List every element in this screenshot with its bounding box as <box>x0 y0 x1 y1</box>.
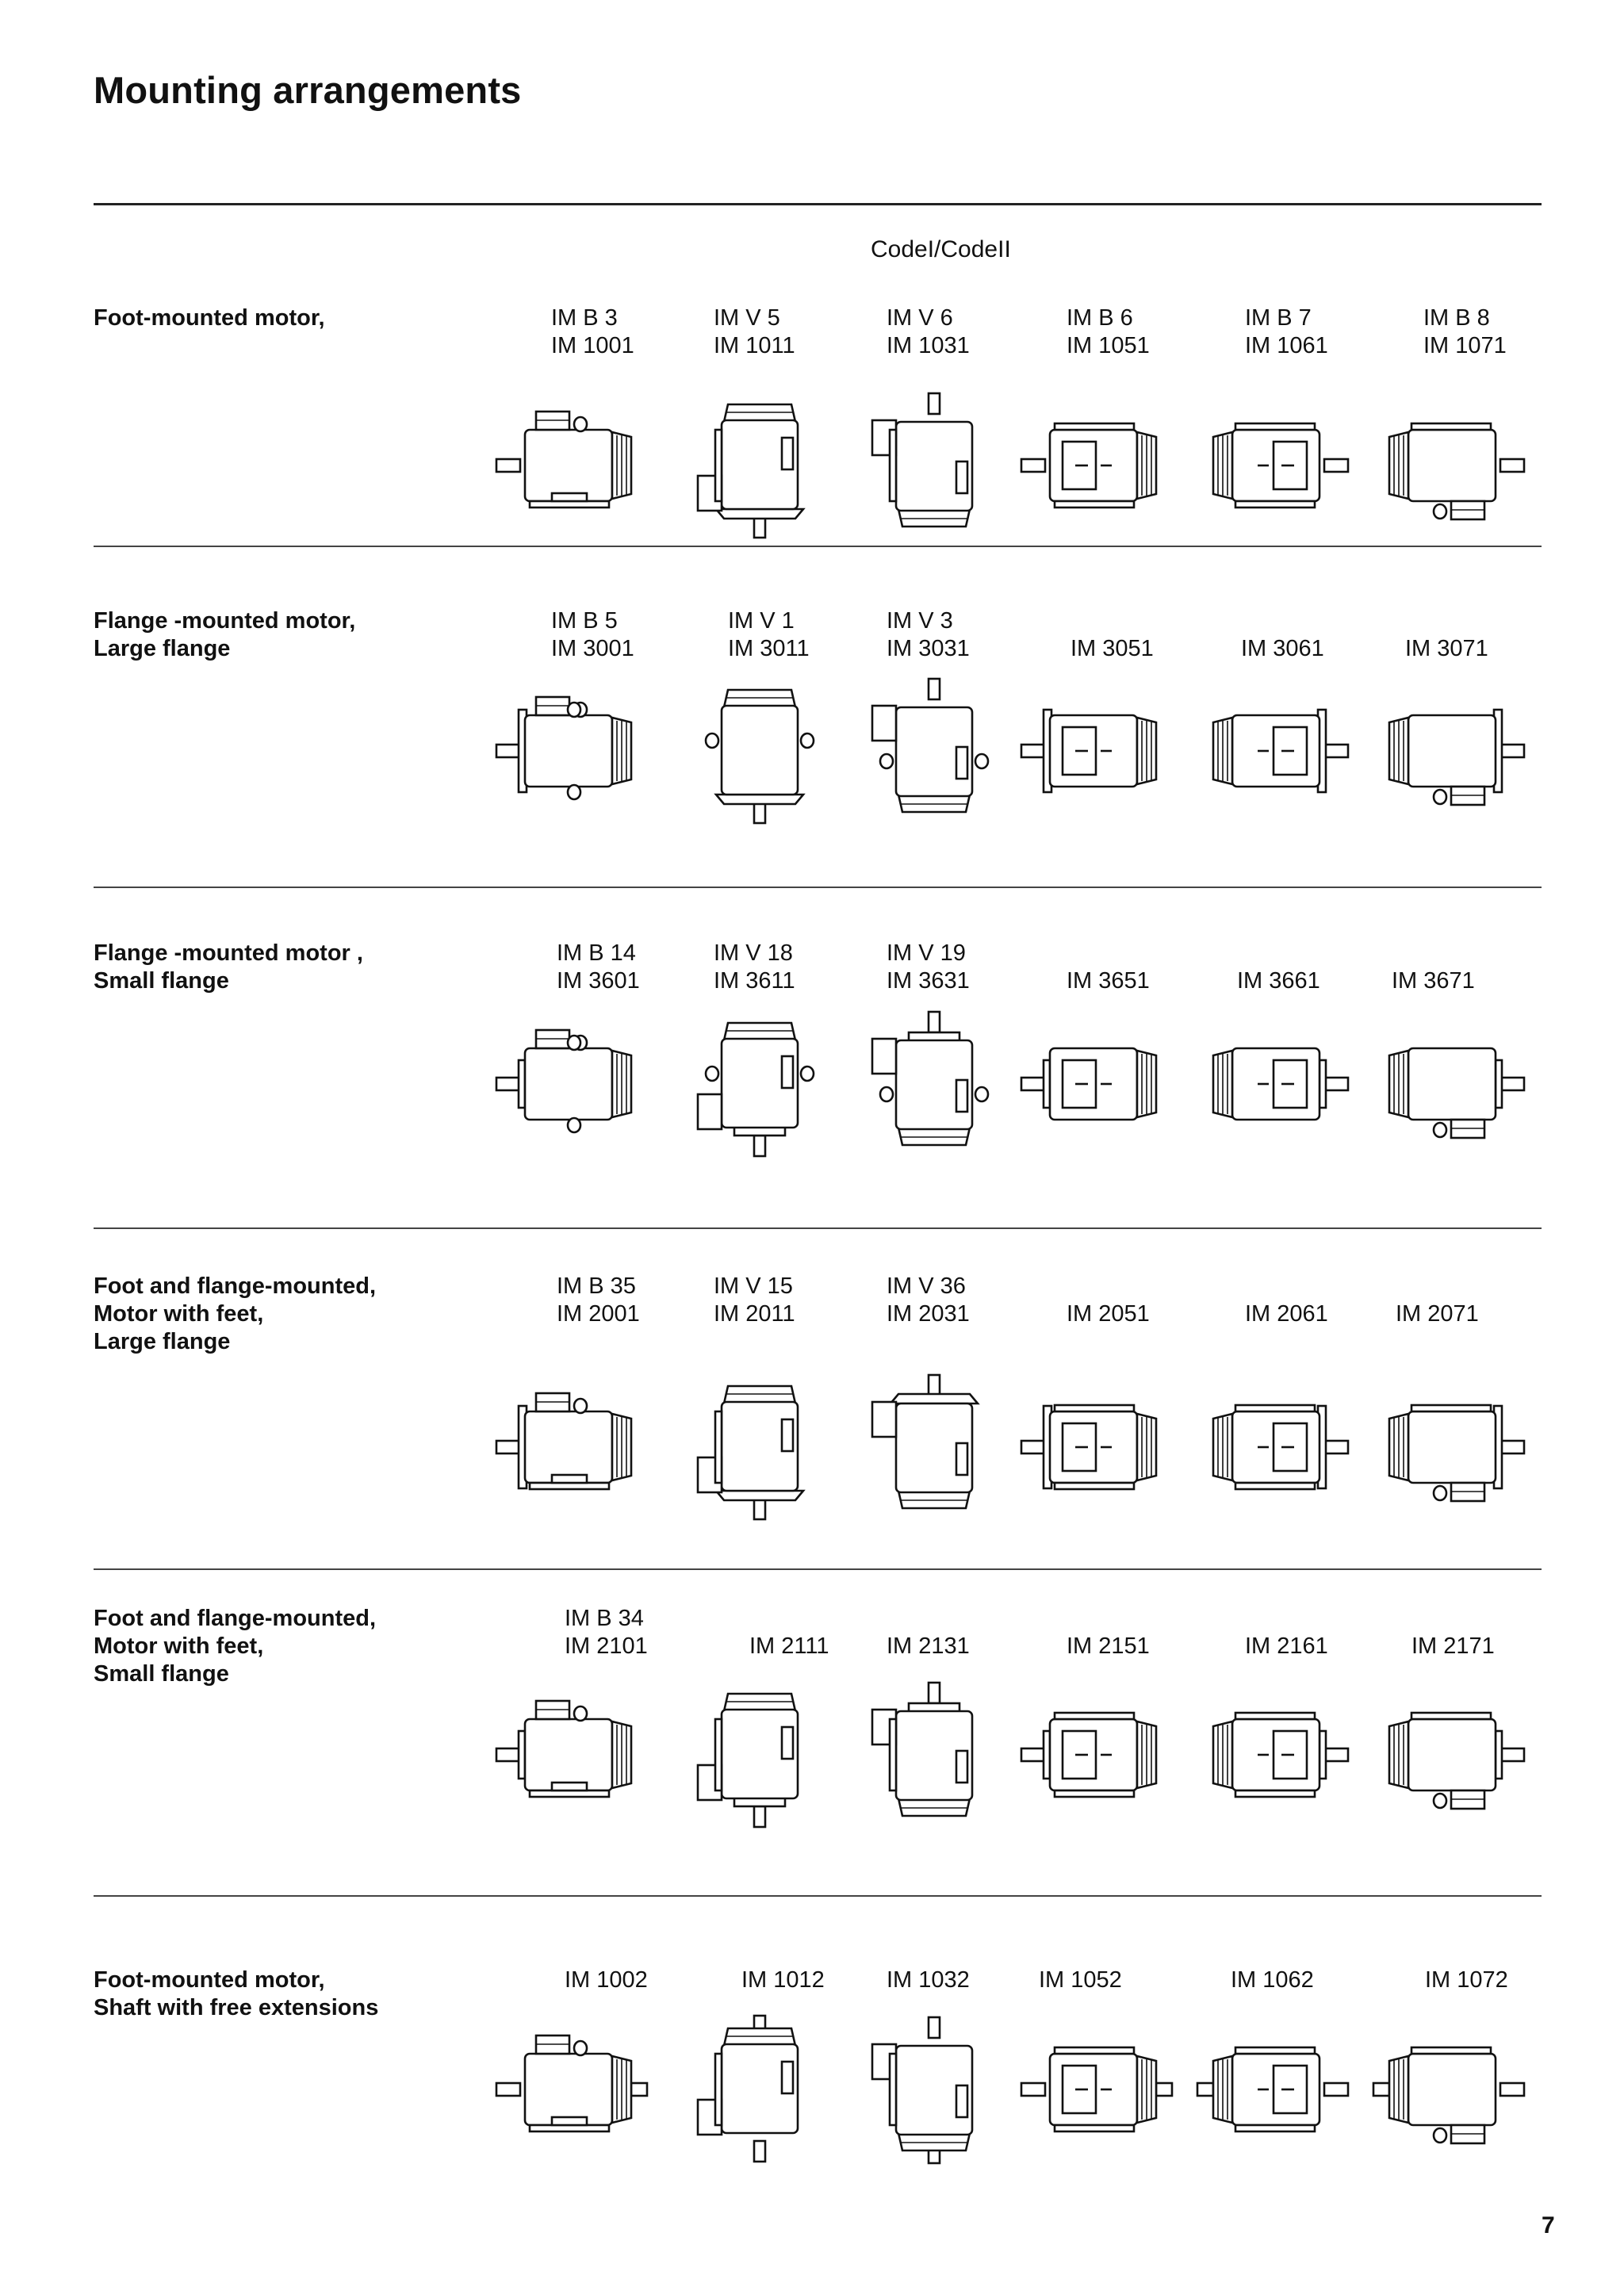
mounting-code <box>1039 1967 1122 1994</box>
code-im-number: IM 3661 <box>1237 968 1320 994</box>
header-rule <box>94 203 1542 205</box>
motor-drawing <box>1372 1372 1530 1522</box>
row-label-line: Large flange <box>94 1329 231 1354</box>
mounting-code <box>887 940 970 995</box>
code-im-designation: IM B 7 <box>1245 305 1312 331</box>
code-im-designation <box>1396 1273 1479 1300</box>
code-im-designation <box>1237 940 1320 967</box>
code-im-designation: IM V 15 <box>714 1273 793 1299</box>
motor-drawing <box>855 1679 1013 1830</box>
motor-drawing <box>490 1679 649 1830</box>
code-im-designation <box>1071 607 1154 635</box>
code-im-designation <box>1392 940 1475 967</box>
motor-drawing <box>1015 1372 1174 1522</box>
code-im-designation: IM B 14 <box>557 940 636 966</box>
code-im-number: IM 3011 <box>728 636 810 661</box>
code-im-number: IM 2151 <box>1067 1633 1150 1659</box>
mounting-code <box>551 607 634 663</box>
motor-diagram <box>1196 390 1354 541</box>
motor-drawing <box>1015 1009 1174 1159</box>
code-im-number: IM 1061 <box>1245 333 1328 358</box>
code-im-designation <box>1241 607 1324 635</box>
code-im-designation <box>1067 1273 1150 1300</box>
code-im-designation: IM B 8 <box>1423 305 1490 331</box>
code-im-number: IM 2161 <box>1245 1633 1328 1659</box>
code-im-number: IM 2031 <box>887 1301 970 1327</box>
code-im-number: IM 1052 <box>1039 1967 1122 1993</box>
motor-diagram <box>1196 1679 1354 1830</box>
motor-drawing <box>855 1372 1013 1522</box>
motor-drawing <box>1196 1372 1354 1522</box>
code-im-designation: IM V 6 <box>887 305 953 331</box>
motor-diagram <box>1196 2014 1354 2165</box>
motor-diagram <box>680 676 839 826</box>
code-im-number: IM 1011 <box>714 333 795 358</box>
motor-drawing <box>1372 1679 1530 1830</box>
motor-drawing <box>855 390 1013 541</box>
code-im-number: IM 2051 <box>1067 1301 1150 1327</box>
mounting-code <box>714 940 795 995</box>
motor-diagram <box>1372 1679 1530 1830</box>
mounting-code <box>565 1605 648 1660</box>
mounting-code <box>714 304 795 360</box>
code-im-designation: IM V 18 <box>714 940 793 966</box>
code-im-number: IM 1051 <box>1067 333 1150 358</box>
code-im-number: IM 2111 <box>749 1633 829 1659</box>
code-im-designation: IM V 19 <box>887 940 966 966</box>
mounting-code <box>887 607 970 663</box>
motor-drawing <box>490 390 649 541</box>
mounting-code <box>557 940 640 995</box>
row-label-line: Motor with feet, <box>94 1633 264 1659</box>
row-label-line: Small flange <box>94 1661 229 1687</box>
motor-diagram <box>1372 1009 1530 1159</box>
motor-drawing <box>1196 2014 1354 2165</box>
code-im-number: IM 2171 <box>1411 1633 1495 1659</box>
mounting-code <box>551 304 634 360</box>
motor-diagram <box>490 2014 649 2165</box>
mounting-code <box>1245 1273 1328 1328</box>
row-label-line: Shaft with free extensions <box>94 1995 379 2020</box>
motor-drawing <box>1196 1679 1354 1830</box>
motor-diagram <box>680 1009 839 1159</box>
mounting-code <box>1396 1273 1479 1328</box>
motor-diagram <box>1015 1009 1174 1159</box>
code-im-number: IM 3671 <box>1392 968 1475 994</box>
code-im-number: IM 3001 <box>551 636 634 661</box>
code-im-designation <box>887 1605 970 1633</box>
code-im-number: IM 2011 <box>714 1301 795 1327</box>
motor-drawing <box>1372 390 1530 541</box>
code-im-number: IM 1062 <box>1231 1967 1314 1993</box>
code-im-number: IM 1031 <box>887 333 970 358</box>
motor-diagram <box>680 1679 839 1830</box>
mounting-code <box>887 304 970 360</box>
row-divider <box>94 1568 1542 1570</box>
motor-drawing <box>490 1372 649 1522</box>
code-im-designation <box>1067 940 1150 967</box>
motor-drawing <box>680 2014 839 2165</box>
motor-drawing <box>680 1372 839 1522</box>
mounting-code <box>565 1967 648 1994</box>
row-label-line: Motor with feet, <box>94 1301 264 1327</box>
code-im-number: IM 3651 <box>1067 968 1150 994</box>
code-im-designation: IM B 35 <box>557 1273 636 1299</box>
row-label <box>94 304 325 332</box>
code-im-number: IM 1071 <box>1423 333 1507 358</box>
code-im-number: IM 2131 <box>887 1633 970 1659</box>
code-im-number: IM 3631 <box>887 968 970 994</box>
row-label-line: Large flange <box>94 636 231 661</box>
code-im-designation: IM V 5 <box>714 305 780 331</box>
code-im-number: IM 3601 <box>557 968 640 994</box>
code-im-number: IM 2071 <box>1396 1301 1479 1327</box>
motor-diagram <box>680 390 839 541</box>
mounting-code <box>1067 1273 1150 1328</box>
motor-drawing <box>855 676 1013 826</box>
code-im-designation: IM V 36 <box>887 1273 966 1299</box>
motor-diagram <box>1015 390 1174 541</box>
row-label <box>94 607 355 663</box>
mounting-code <box>741 1967 825 1994</box>
motor-diagram <box>855 2014 1013 2165</box>
motor-diagram <box>1015 1372 1174 1522</box>
code-im-number: IM 2061 <box>1245 1301 1328 1327</box>
motor-drawing <box>1196 1009 1354 1159</box>
row-label <box>94 1605 376 1688</box>
code-im-designation: IM V 1 <box>728 608 795 634</box>
row-divider <box>94 887 1542 888</box>
code-im-designation <box>1245 1273 1328 1300</box>
mounting-code <box>1067 304 1150 360</box>
motor-drawing <box>1015 1679 1174 1830</box>
row-label <box>94 940 363 995</box>
code-im-designation: IM B 5 <box>551 608 618 634</box>
motor-diagram <box>1196 1009 1354 1159</box>
motor-drawing <box>680 676 839 826</box>
motor-drawing <box>1015 676 1174 826</box>
mounting-code <box>1067 1605 1150 1660</box>
motor-diagram <box>855 390 1013 541</box>
motor-diagram <box>490 676 649 826</box>
motor-drawing <box>1015 390 1174 541</box>
mounting-code <box>1245 1605 1328 1660</box>
motor-drawing <box>855 2014 1013 2165</box>
code-im-number: IM 3611 <box>714 968 795 994</box>
motor-diagram <box>490 1679 649 1830</box>
row-label <box>94 1967 378 2022</box>
row-divider <box>94 546 1542 547</box>
row-label-line: Foot-mounted motor, <box>94 305 325 331</box>
code-im-designation <box>1067 1605 1150 1633</box>
motor-drawing <box>855 1009 1013 1159</box>
row-label-line: Foot-mounted motor, <box>94 1967 325 1993</box>
mounting-code <box>887 1967 970 1994</box>
motor-diagram <box>1015 1679 1174 1830</box>
mounting-code <box>887 1605 970 1660</box>
motor-diagram <box>1372 676 1530 826</box>
page-title: Mounting arrangements <box>94 69 522 111</box>
motor-diagram <box>855 1679 1013 1830</box>
mounting-code <box>1237 940 1320 995</box>
code-im-number: IM 3061 <box>1241 636 1324 661</box>
code-im-number: IM 3031 <box>887 636 970 661</box>
row-divider <box>94 1895 1542 1897</box>
row-label-line: Foot and flange-mounted, <box>94 1273 377 1299</box>
mounting-code <box>1245 304 1328 360</box>
row-label-line: Small flange <box>94 968 229 994</box>
code-im-designation: IM V 3 <box>887 608 953 634</box>
motor-diagram <box>1372 1372 1530 1522</box>
page-number: 7 <box>1542 2212 1555 2238</box>
mounting-code <box>887 1273 970 1328</box>
mounting-code <box>1241 607 1324 663</box>
code-im-number: IM 1001 <box>551 333 634 358</box>
motor-drawing <box>490 676 649 826</box>
motor-drawing <box>1372 1009 1530 1159</box>
motor-diagram <box>855 676 1013 826</box>
motor-drawing <box>680 1009 839 1159</box>
mounting-code <box>1405 607 1488 663</box>
code-im-designation <box>749 1605 829 1633</box>
motor-drawing <box>680 1679 839 1830</box>
code-im-designation <box>1245 1605 1328 1633</box>
row-label-line: Flange -mounted motor , <box>94 940 363 966</box>
mounting-code <box>1411 1605 1495 1660</box>
motor-drawing <box>680 390 839 541</box>
motor-drawing <box>490 2014 649 2165</box>
code-im-number: IM 3051 <box>1071 636 1154 661</box>
mounting-code <box>1423 304 1507 360</box>
code-im-designation: IM B 3 <box>551 305 618 331</box>
motor-drawing <box>1196 676 1354 826</box>
motor-drawing <box>490 1009 649 1159</box>
row-label <box>94 1273 376 1356</box>
code-im-number: IM 2001 <box>557 1301 640 1327</box>
motor-diagram <box>855 1009 1013 1159</box>
code-im-designation: IM B 34 <box>565 1606 644 1631</box>
motor-diagram <box>490 390 649 541</box>
code-im-number: IM 2101 <box>565 1633 648 1659</box>
motor-drawing <box>1372 676 1530 826</box>
motor-drawing <box>1015 2014 1174 2165</box>
mounting-code <box>1067 940 1150 995</box>
motor-drawing <box>1196 390 1354 541</box>
motor-diagram <box>1372 2014 1530 2165</box>
mounting-code <box>1231 1967 1314 1994</box>
mounting-code <box>714 1273 795 1328</box>
code-header: CodeI/CodeII <box>871 236 1011 262</box>
motor-diagram <box>680 2014 839 2165</box>
code-im-number: IM 1012 <box>741 1967 825 1993</box>
motor-diagram <box>490 1009 649 1159</box>
code-im-number: IM 1032 <box>887 1967 970 1993</box>
mounting-code <box>1425 1967 1508 1994</box>
mounting-code <box>557 1273 640 1328</box>
row-label-line: Flange -mounted motor, <box>94 608 356 634</box>
motor-drawing <box>1372 2014 1530 2165</box>
motor-diagram <box>1015 676 1174 826</box>
code-im-number: IM 3071 <box>1405 636 1488 661</box>
mounting-code <box>728 607 810 663</box>
mounting-code <box>1071 607 1154 663</box>
mounting-code <box>1392 940 1475 995</box>
motor-diagram <box>1196 676 1354 826</box>
motor-diagram <box>1372 390 1530 541</box>
motor-diagram <box>855 1372 1013 1522</box>
code-im-designation <box>1405 607 1488 635</box>
motor-diagram <box>1196 1372 1354 1522</box>
code-im-number: IM 1002 <box>565 1967 648 1993</box>
motor-diagram <box>490 1372 649 1522</box>
row-divider <box>94 1227 1542 1229</box>
motor-diagram <box>680 1372 839 1522</box>
code-im-designation <box>1411 1605 1495 1633</box>
row-label-line: Foot and flange-mounted, <box>94 1606 377 1631</box>
mounting-code <box>749 1605 829 1660</box>
code-im-designation: IM B 6 <box>1067 305 1133 331</box>
motor-diagram <box>1015 2014 1174 2165</box>
code-im-number: IM 1072 <box>1425 1967 1508 1993</box>
